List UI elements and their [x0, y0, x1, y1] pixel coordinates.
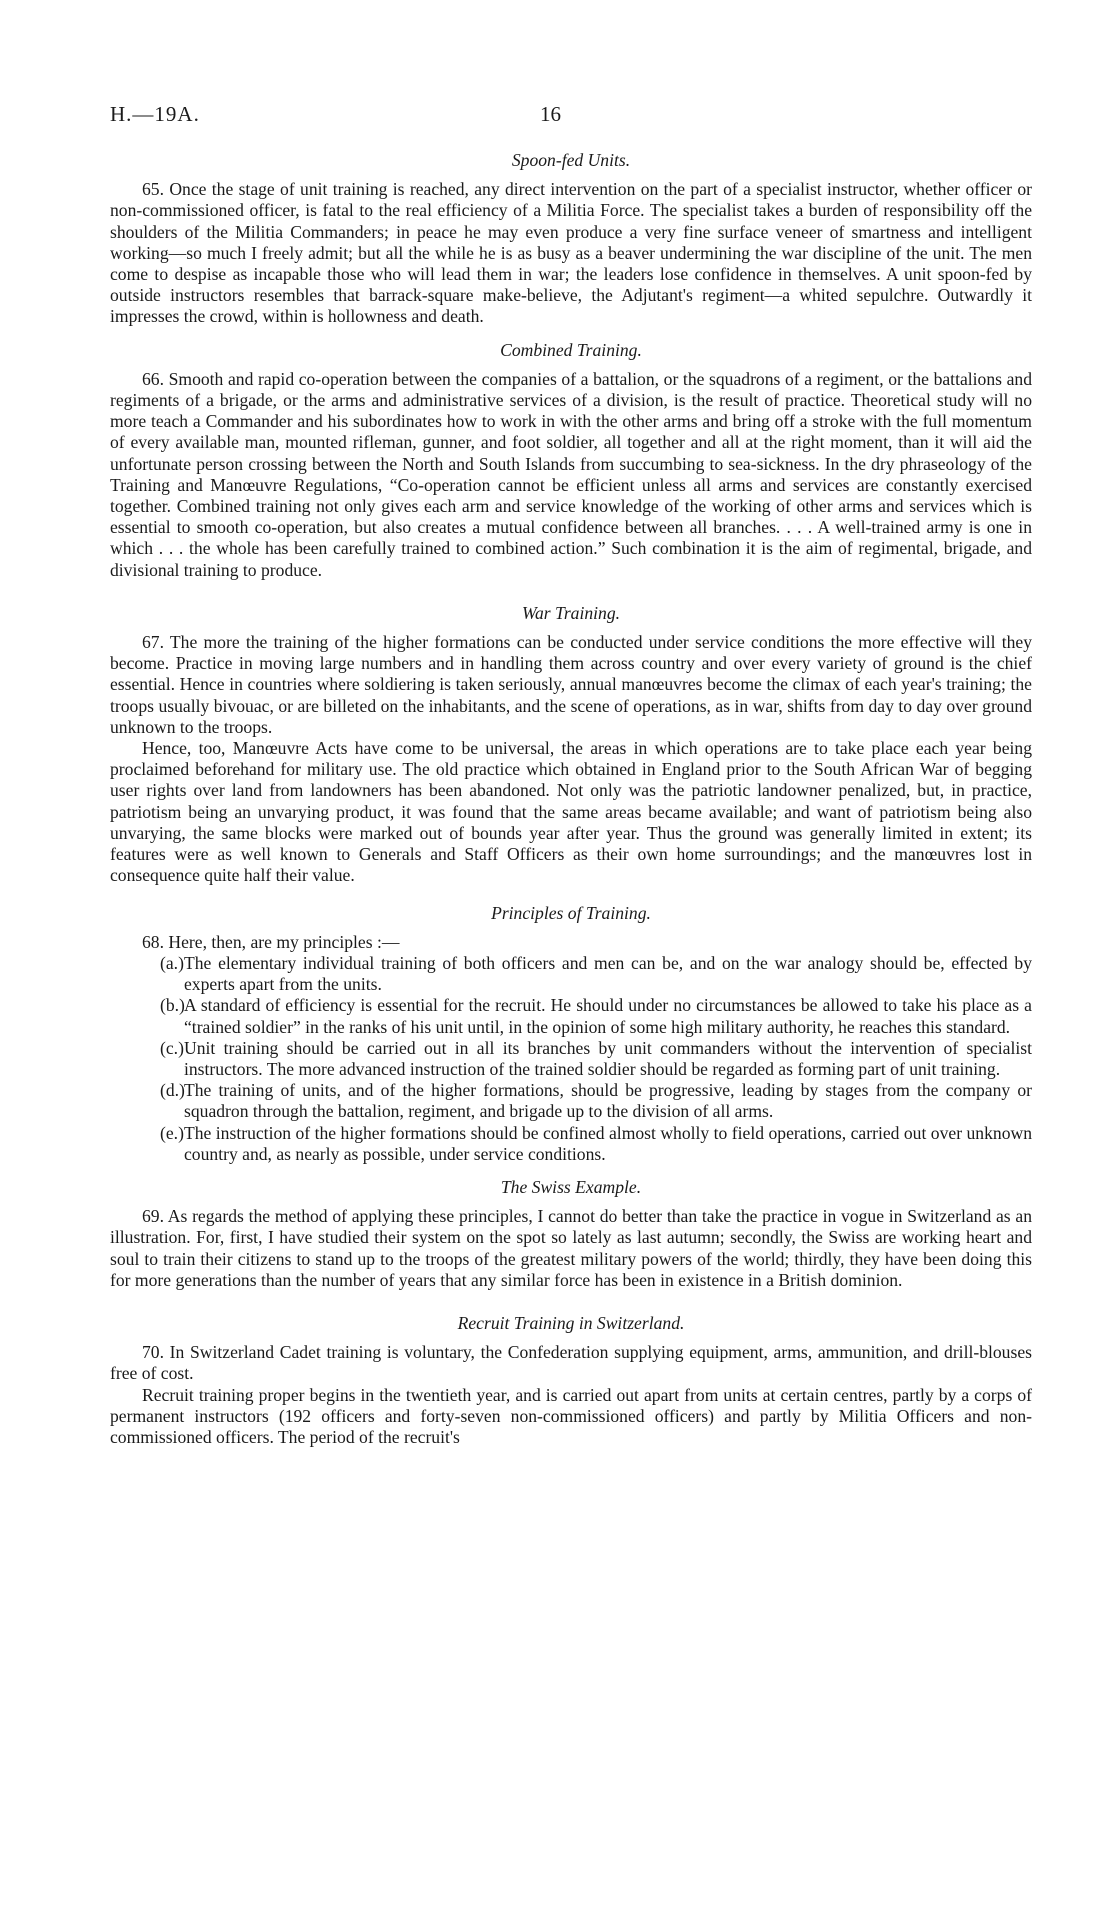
section-heading: War Training.	[521, 602, 621, 623]
page-number: 16	[540, 102, 561, 126]
list-marker: (c.)	[160, 1037, 184, 1058]
list-marker: (d.)	[160, 1080, 185, 1101]
list-item	[110, 953, 1032, 995]
list-item	[110, 1123, 1032, 1165]
section-heading: Principles of Training.	[491, 902, 651, 923]
list-marker: (e.)	[160, 1122, 184, 1143]
document-body	[110, 150, 1032, 1448]
paragraph: 67. The more the training of the higher formations can be conducted under service conditions the more effective will they become. Practice in moving large numbers and in handling them across country and over every variety of ground is the chief essential. Hence in countries where soldiering is taken seriously, annual manœuvres become the climax of each year's training; the troops usually bivouac, or are billeted on the inhabitants, and the scene of operations, as in war, shifts from day to day over ground unknown to the troops.	[110, 632, 1032, 737]
paragraph: 65. Once the stage of unit training is reached, any direct intervention on the part of a specialist instructor, whether officer or non-commissioned officer, is fatal to the real efficiency of a Militia Force. The specialist takes a burden of responsibility off the shoulders of the Militia Commanders; in peace he may even produce a very fine surface veneer of smartness and intelligent working—so much I freely admit; but all the while he is as busy as a beaver undermining the war discipline of the unit. The men come to despise as incapable those who will lead them in war; the leaders lose confidence in themselves. A unit spoon-fed by outside instructors resembles that barrack-square make-believe, the Adjutant's regiment—a whited sepulchre. Outwardly it impresses the crowd, within is hollowness and death.	[110, 179, 1032, 327]
section-heading: Combined Training.	[500, 339, 642, 360]
section-heading: Spoon-fed Units.	[511, 150, 631, 170]
list-item-text: The instruction of the higher formations should be confined almost wholly to field operations, carried out over unknown country and, as nearly as possible, under service conditions.	[184, 1122, 1032, 1164]
principles-list	[110, 953, 1032, 1165]
list-item-text: The elementary individual training of both officers and men can be, and on the war analogy should be, effected by experts apart from the units.	[184, 952, 1032, 995]
paragraph: 66. Smooth and rapid co-operation between the companies of a battalion, or the squadrons of a regiment, or the battalions and regiments of a brigade, or the arms and administrative services of a division, is the result of practice. Theoretical study will no more teach a Commander and his subordinates how to work in with the other arms and bring off a stroke with the full momentum of every available man, mounted rifleman, gunner, and foot soldier, all together and all at the right moment, than it will aid the unfortunate person crossing between the North and South Islands from succumbing to sea-sickness. In the dry phraseology of the Training and Manœuvre Regulations, “Co-operation cannot be efficient unless all arms and services are constantly exercised together. Combined training not only gives each arm and service knowledge of the working of other arms and services which is essential to smooth co-operation, but also creates a mutual confidence between all branches. . . . A well-trained army is one in which . . . the whole has been carefully trained to combined action.” Such combination it is the aim of regimental, brigade, and divisional training to produce.	[110, 368, 1032, 580]
list-item	[110, 1038, 1032, 1080]
list-marker: (b.)	[160, 995, 185, 1016]
paragraph: 69. As regards the method of applying these principles, I cannot do better than take the practice in vogue in Switzerland as an illustration. For, first, I have studied their system on the spot so lately as last autumn; secondly, the Swiss are working heart and soul to train their citizens to stand up to the troops of the greatest military powers of the world; thirdly, they have been doing this for more generations than the number of years that any similar force has been in existence in a British dominion.	[110, 1206, 1032, 1290]
list-marker: (a.)	[160, 952, 184, 973]
list-item	[110, 995, 1032, 1037]
document-reference: H.—19A.	[110, 102, 200, 126]
paragraph: 70. In Switzerland Cadet training is voluntary, the Confederation supplying equipment, arms, ammunition, and drill-blouses free of cost.	[110, 1342, 1032, 1384]
section-heading: The Swiss Example.	[500, 1176, 642, 1197]
list-item-text: The training of units, and of the higher formations, should be progressive, leading by stages from the company or squadron through the battalion, regiment, and brigade up to the division of all arms.	[184, 1080, 1032, 1122]
paragraph: Recruit training proper begins in the twentieth year, and is carried out apart from units at certain centres, partly by a corps of permanent instructors (192 officers and forty-seven non-commissioned officers) and partly by Militia Officers and non-commissioned officers. The period of the recruit's	[110, 1384, 1032, 1447]
list-item	[110, 1080, 1032, 1122]
paragraph: 68. Here, then, are my principles :—	[142, 931, 400, 952]
list-item-text: A standard of efficiency is essential for the recruit. He should under no circumstances be allowed to take his place as a “trained soldier” in the ranks of his unit until, in the opinion of some high military authority, he reaches this standard.	[184, 995, 1032, 1037]
page-header	[110, 102, 1030, 128]
paragraph: Hence, too, Manœuvre Acts have come to be universal, the areas in which operations are to take place each year being proclaimed beforehand for military use. The old practice which obtained in England prior to the South African War of begging user rights over land from landowners has been abandoned. Not only was the patriotic landowner penalized, but, in practice, patriotism being an unvarying product, it was found that the same areas became available; and want of patriotism being also unvarying, the same blocks were marked out of bounds year after year. Thus the ground was generally limited in extent; its features were as well known to Generals and Staff Officers as their own home surroundings; and the manœuvres lost in consequence quite half their value.	[110, 738, 1032, 886]
list-item-text: Unit training should be carried out in all its branches by unit commanders without the intervention of specialist instructors. The more advanced instruction of the trained soldier should be regarded as forming part of unit training.	[184, 1037, 1032, 1079]
section-heading: Recruit Training in Switzerland.	[457, 1312, 685, 1333]
